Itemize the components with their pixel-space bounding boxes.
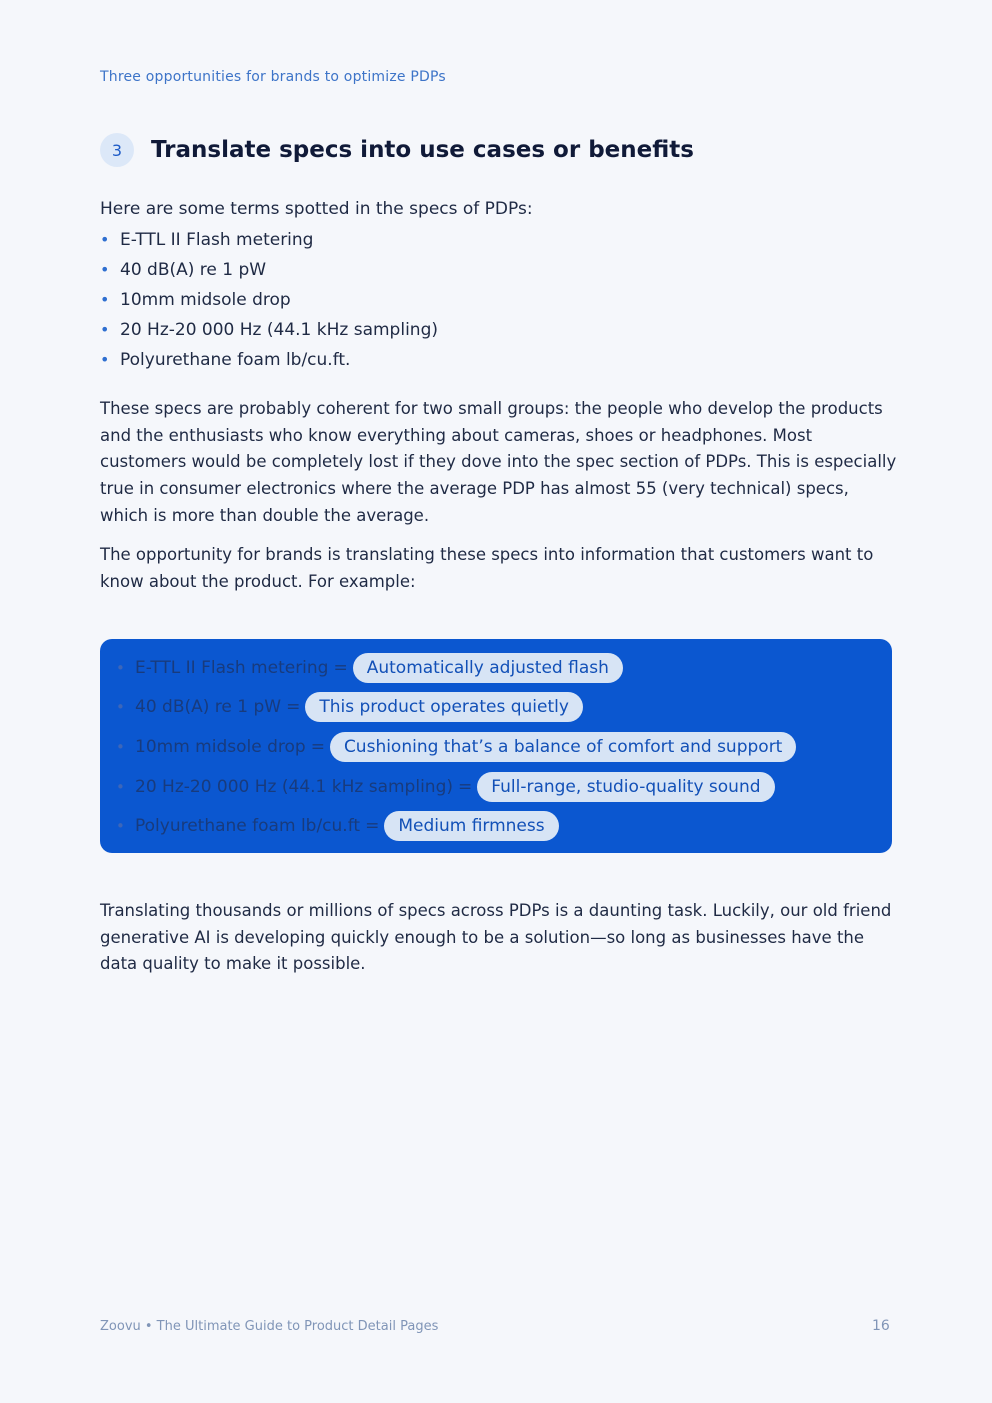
running-header: Three opportunities for brands to optimize PDPs bbox=[100, 69, 446, 85]
spec-term-item bbox=[100, 228, 438, 258]
section-heading bbox=[100, 133, 694, 167]
bullet-icon: • bbox=[100, 290, 110, 309]
equals-sign: = bbox=[458, 777, 473, 797]
body-paragraph-generative-ai: Translating thousands or millions of specs across PDPs is a daunting task. Luckily, our old friend generative AI is developing quickly enough to be a solution—so long as businesses have the data quality to make it possible. bbox=[100, 901, 892, 974]
spec-term-text: Polyurethane foam lb/cu.ft. bbox=[120, 350, 351, 370]
spec-term-item bbox=[100, 288, 438, 318]
page-number: 16 bbox=[872, 1318, 890, 1334]
spec-term-text: 40 dB(A) re 1 pW bbox=[120, 260, 267, 280]
bullet-icon: • bbox=[100, 260, 110, 279]
translation-example-row bbox=[116, 731, 796, 763]
body-paragraph-specs-audience: These specs are probably coherent for two small groups: the people who develop the products and the enthusiasts who know everything about cameras, shoes or headphones. Most customers would be completely lost if they dove into the spec section of PDPs. This is especially true in consumer electronics where the average PDP has almost 55 (very technical) specs, which is more than double the average. bbox=[100, 399, 897, 525]
example-spec-term: E-TTL II Flash metering bbox=[135, 658, 329, 678]
example-spec-term: 10mm midsole drop bbox=[135, 737, 306, 757]
spec-list-intro: Here are some terms spotted in the specs of PDPs: bbox=[100, 199, 533, 219]
spec-term-item bbox=[100, 348, 438, 378]
bullet-icon: • bbox=[116, 817, 125, 835]
body-paragraph-opportunity: The opportunity for brands is translating these specs into information that customers want to know about the product. For example: bbox=[100, 545, 874, 591]
equals-sign: = bbox=[286, 697, 301, 717]
bullet-icon: • bbox=[100, 320, 110, 339]
spec-term-text: E-TTL II Flash metering bbox=[120, 230, 314, 250]
bullet-icon: • bbox=[100, 350, 110, 369]
section-title: Translate specs into use cases or benefits bbox=[151, 137, 694, 163]
bullet-icon: • bbox=[116, 738, 125, 756]
footer-publication: Zoovu • The Ultimate Guide to Product Detail Pages bbox=[100, 1319, 439, 1334]
bullet-icon: • bbox=[116, 778, 125, 796]
spec-term-text: 20 Hz-20 000 Hz (44.1 kHz sampling) bbox=[120, 320, 438, 340]
spec-term-text: 10mm midsole drop bbox=[120, 290, 291, 310]
translation-example-row bbox=[116, 810, 559, 842]
example-spec-term: Polyurethane foam lb/cu.ft bbox=[135, 816, 361, 836]
equals-sign: = bbox=[365, 816, 380, 836]
example-spec-term: 20 Hz-20 000 Hz (44.1 kHz sampling) bbox=[135, 777, 453, 797]
benefit-pill: Medium firmness bbox=[384, 811, 558, 841]
benefit-pill: Full-range, studio-quality sound bbox=[477, 772, 774, 802]
example-spec-term: 40 dB(A) re 1 pW bbox=[135, 697, 282, 717]
spec-term-item bbox=[100, 318, 438, 348]
translation-example-row bbox=[116, 691, 583, 723]
translation-example-row bbox=[116, 652, 623, 684]
translation-example-row bbox=[116, 771, 775, 803]
bullet-icon: • bbox=[116, 698, 125, 716]
translation-examples-panel bbox=[100, 639, 892, 853]
bullet-icon: • bbox=[116, 659, 125, 677]
bullet-icon: • bbox=[100, 230, 110, 249]
benefit-pill: Cushioning that’s a balance of comfort and support bbox=[330, 732, 796, 762]
benefit-pill: This product operates quietly bbox=[305, 692, 583, 722]
equals-sign: = bbox=[333, 658, 348, 678]
spec-terms-list bbox=[100, 228, 438, 378]
spec-term-item bbox=[100, 258, 438, 288]
benefit-pill: Automatically adjusted flash bbox=[353, 653, 623, 683]
section-number-badge: 3 bbox=[100, 133, 134, 167]
equals-sign: = bbox=[310, 737, 325, 757]
